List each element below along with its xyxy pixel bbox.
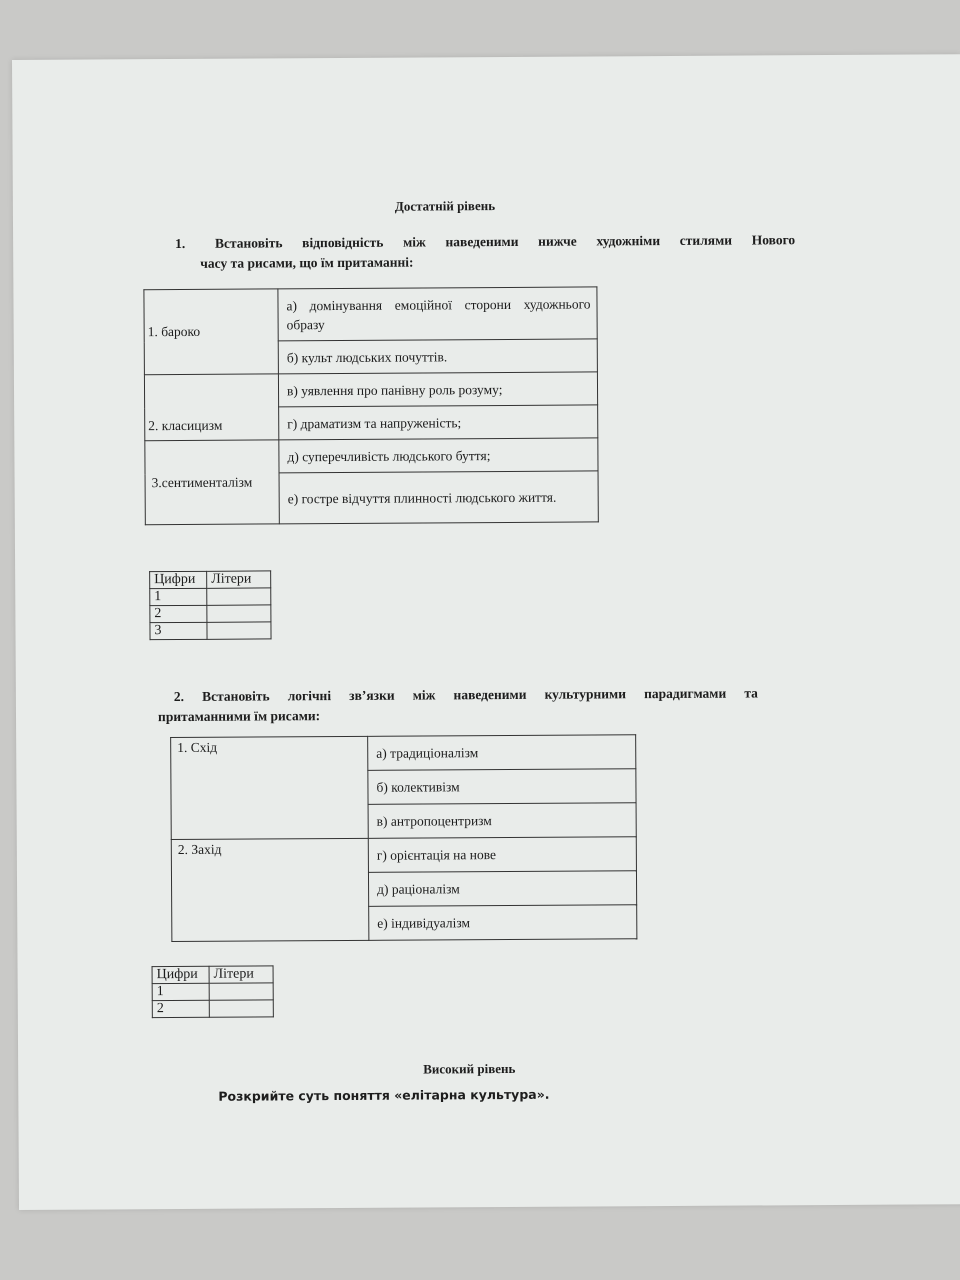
- answer-header-letters: Літери: [207, 571, 271, 588]
- trait-cell: д) суперечливість людського буття;: [279, 438, 598, 473]
- task2-text-line1: 2. Встановіть логічні зв’язки між наведеними культурними парадигмами та: [173, 685, 758, 705]
- answer-input-cell[interactable]: [209, 983, 273, 1000]
- answer-header-digits: Цифри: [152, 966, 209, 983]
- trait-cell: г) орієнтація на нове: [368, 837, 636, 873]
- trait-cell: г) драматизм та напруженість;: [279, 405, 598, 440]
- task3-prompt: Розкрийте суть поняття «елітарна культура».: [218, 1086, 550, 1104]
- answer-row-number: 1: [152, 983, 209, 1000]
- answer-row-number: 2: [152, 1000, 209, 1017]
- task1-answer-table: [149, 570, 271, 640]
- level-heading-high: Високий рівень: [423, 1060, 516, 1077]
- task2-text-line2: притаманними їм рисами:: [157, 708, 321, 725]
- trait-cell: в) уявлення про панівну роль розуму;: [278, 372, 597, 407]
- level-heading-sufficient: Достатній рівень: [394, 198, 496, 214]
- task2-match-table: [170, 734, 637, 942]
- task2-prompt: [158, 683, 758, 727]
- trait-cell: д) раціоналізм: [368, 871, 636, 907]
- style-cell-baroque: 1. бароко: [144, 289, 279, 375]
- style-cell-classicism: 2. класицизм: [144, 374, 278, 441]
- answer-row-number: 2: [150, 605, 207, 622]
- trait-cell: а) домінування емоційної сторони художнього образу: [278, 287, 597, 341]
- task1-text-line1: Встановіть відповідність між наведеними нижче художніми стилями Нового: [214, 232, 796, 251]
- paradigm-cell-east: 1. Схід: [171, 736, 369, 839]
- trait-cell: е) гостре відчуття плинності людського життя.: [279, 471, 598, 524]
- answer-header-letters: Літери: [209, 966, 273, 983]
- answer-input-cell[interactable]: [207, 622, 271, 639]
- style-cell-sentimentalism: 3.сентименталізм: [145, 440, 280, 525]
- task1-prompt: [175, 230, 795, 274]
- answer-input-cell[interactable]: [207, 588, 271, 605]
- trait-cell: в) антропоцентризм: [368, 803, 636, 839]
- task1-text-line2: часу та рисами, що їм притаманні:: [200, 254, 414, 271]
- trait-cell: е) індивідуалізм: [369, 905, 637, 941]
- task2-answer-table: [152, 965, 274, 1018]
- answer-header-digits: Цифри: [150, 571, 207, 588]
- answer-input-cell[interactable]: [209, 1000, 273, 1017]
- trait-cell: б) культ людських почуттів.: [278, 339, 597, 374]
- answer-row-number: 3: [150, 622, 207, 639]
- answer-row-number: 1: [150, 588, 207, 605]
- answer-input-cell[interactable]: [207, 605, 271, 622]
- paradigm-cell-west: 2. Захід: [171, 838, 369, 941]
- paper-sheet: [12, 54, 960, 1210]
- task1-match-table: [143, 286, 598, 525]
- task1-number: 1.: [175, 235, 186, 252]
- trait-cell: а) традиціоналізм: [368, 735, 636, 771]
- trait-cell: б) колективізм: [368, 769, 636, 805]
